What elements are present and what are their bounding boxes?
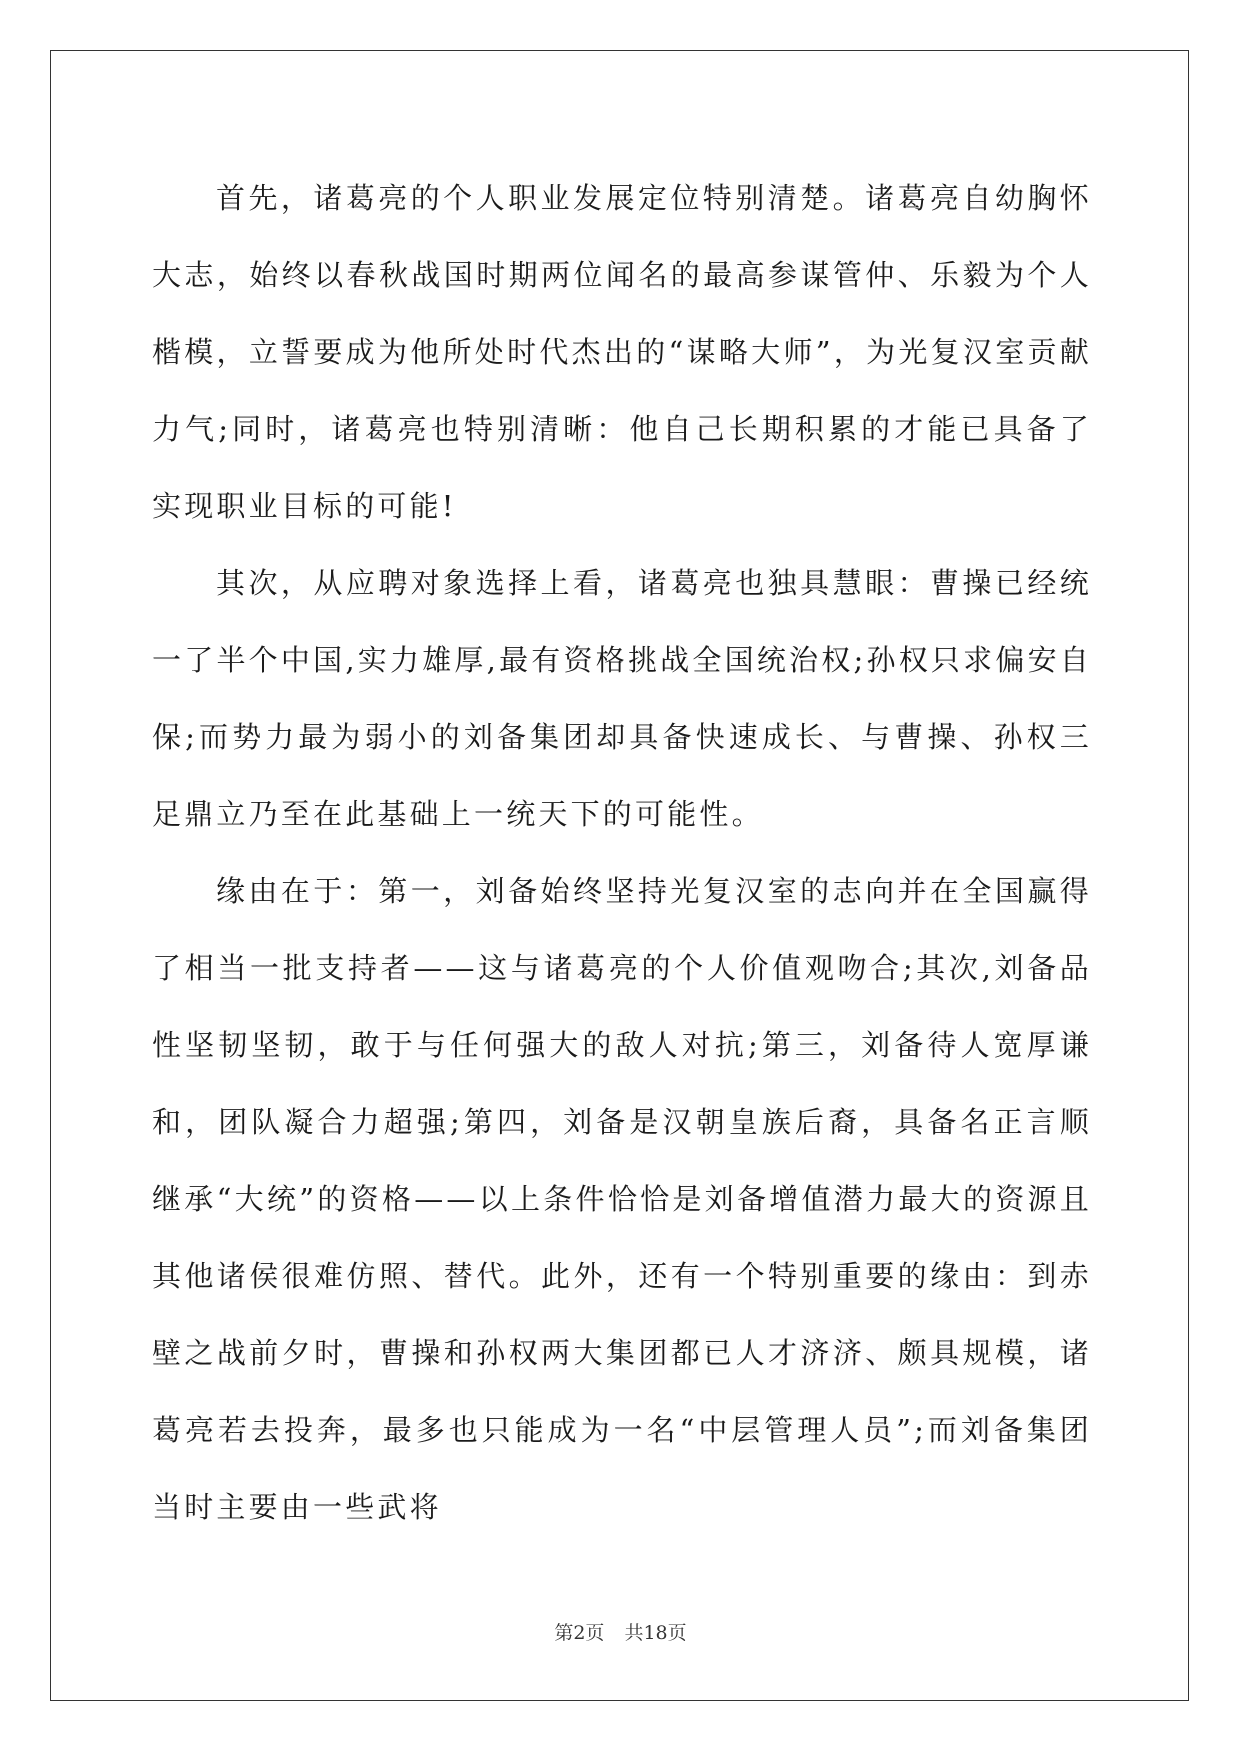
document-body	[152, 160, 1092, 1546]
paragraph-2: 其次，从应聘对象选择上看，诸葛亮也独具慧眼：曹操已经统一了半个中国,实力雄厚,最有资格挑战全国统治权;孙权只求偏安自保;而势力最为弱小的刘备集团却具备快速成长、与曹操、孙权三足鼎立乃至在此基础上一统天下的可能性。	[152, 566, 1092, 831]
paragraph-1: 首先，诸葛亮的个人职业发展定位特别清楚。诸葛亮自幼胸怀大志，始终以春秋战国时期两位闻名的最高参谋管仲、乐毅为个人楷模，立誓要成为他所处时代杰出的“谋略大师”，为光复汉室贡献力气;同时，诸葛亮也特别清晰：他自己长期积累的才能已具备了实现职业目标的可能!	[152, 181, 1092, 523]
page-total: 共18页	[624, 1622, 687, 1644]
page-footer	[0, 1618, 1241, 1645]
paragraph-3: 缘由在于：第一，刘备始终坚持光复汉室的志向并在全国赢得了相当一批支持者——这与诸葛亮的个人价值观吻合;其次,刘备品性坚韧坚韧，敢于与任何强大的敌人对抗;第三，刘备待人宽厚谦和，团队凝合力超强;第四，刘备是汉朝皇族后裔，具备名正言顺继承“大统”的资格——以上条件恰恰是刘备增值潜力最大的资源且其他诸侯很难仿照、替代。此外，还有一个特别重要的缘由：到赤壁之战前夕时，曹操和孙权两大集团都已人才济济、颇具规模，诸葛亮若去投奔，最多也只能成为一名“中层管理人员”;而刘备集团当时主要由一些武将	[152, 874, 1092, 1524]
page-number: 第2页	[554, 1622, 605, 1644]
